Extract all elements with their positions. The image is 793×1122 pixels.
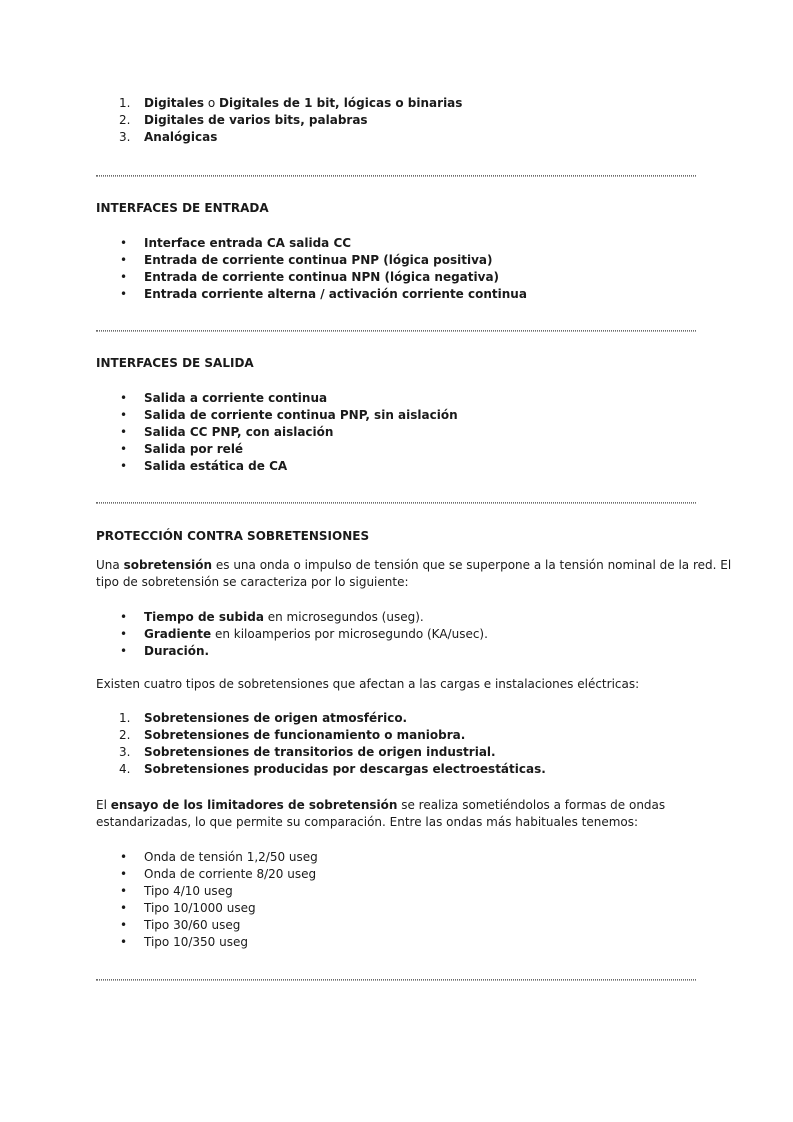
list-item xyxy=(96,424,696,441)
item-text: Salida CC PNP, con aislación xyxy=(144,425,334,439)
bullet: • xyxy=(120,918,128,932)
intro-list xyxy=(96,95,696,146)
item-text: Tipo 10/1000 useg xyxy=(144,901,256,915)
text: tipo de sobretensión se caracteriza por lo siguiente: xyxy=(96,575,409,589)
list-item xyxy=(96,235,696,252)
item-text: Onda de corriente 8/20 useg xyxy=(144,867,317,881)
list-number: 2. xyxy=(119,728,131,742)
paragraph-definition xyxy=(96,557,732,591)
bullet: • xyxy=(120,236,128,250)
list-number: 1. xyxy=(119,96,131,110)
item-text: Digitales xyxy=(144,96,205,110)
text: sobretensión xyxy=(123,558,213,572)
bullet: • xyxy=(120,408,128,422)
list-item xyxy=(96,744,696,761)
list-item xyxy=(96,286,696,303)
item-text: Entrada de corriente continua PNP (lógica positiva) xyxy=(144,253,493,267)
list-item xyxy=(96,710,696,727)
list-item xyxy=(96,112,696,129)
item-text: Tiempo de subida xyxy=(144,610,264,624)
salida-list xyxy=(96,390,696,475)
item-text: Sobretensiones producidas por descargas electroestáticas. xyxy=(144,762,546,776)
list-item xyxy=(96,883,696,900)
list-item xyxy=(96,129,696,146)
text: Una xyxy=(96,558,124,572)
list-item xyxy=(96,900,696,917)
list-item xyxy=(96,849,696,866)
item-text: Tipo 4/10 useg xyxy=(144,884,233,898)
bullet: • xyxy=(120,867,128,881)
paragraph-ensayo xyxy=(96,797,696,831)
item-text: o xyxy=(204,96,219,110)
list-item xyxy=(96,934,696,951)
item-text: Salida estática de CA xyxy=(144,459,288,473)
item-text: Sobretensiones de origen atmosférico. xyxy=(144,711,408,725)
bullet: • xyxy=(120,391,128,405)
bullet: • xyxy=(120,425,128,439)
list-item xyxy=(96,269,696,286)
section-heading-salida: INTERFACES DE SALIDA xyxy=(96,356,254,370)
item-text: Tipo 30/60 useg xyxy=(144,918,241,932)
list-item xyxy=(96,95,696,112)
item-text: Digitales de varios bits, palabras xyxy=(144,113,368,127)
item-text: Sobretensiones de funcionamiento o maniobra. xyxy=(144,728,466,742)
waves-list xyxy=(96,849,696,951)
list-item xyxy=(96,252,696,269)
section-heading-proteccion: PROTECCIÓN CONTRA SOBRETENSIONES xyxy=(96,529,370,543)
bullet: • xyxy=(120,850,128,864)
list-number: 4. xyxy=(119,762,131,776)
entrada-list xyxy=(96,235,696,303)
bullet: • xyxy=(120,270,128,284)
item-text: Duración. xyxy=(144,644,210,658)
item-text: Entrada de corriente continua NPN (lógica negativa) xyxy=(144,270,500,284)
section-divider xyxy=(96,979,696,981)
item-text: Sobretensiones de transitorios de origen industrial. xyxy=(144,745,496,759)
text: se realiza sometiéndolos a formas de ondas xyxy=(397,798,666,812)
text: El xyxy=(96,798,111,812)
list-item xyxy=(96,761,696,778)
list-item xyxy=(96,609,696,626)
bullet: • xyxy=(120,287,128,301)
section-heading-entrada: INTERFACES DE ENTRADA xyxy=(96,201,269,215)
list-item xyxy=(96,626,696,643)
item-text: Entrada corriente alterna / activación corriente continua xyxy=(144,287,527,301)
list-item xyxy=(96,441,696,458)
bullet: • xyxy=(120,901,128,915)
bullet: • xyxy=(120,935,128,949)
section-divider xyxy=(96,330,696,332)
list-number: 3. xyxy=(119,745,131,759)
item-text: Digitales de 1 bit, lógicas o binarias xyxy=(219,96,463,110)
item-text: Onda de tensión 1,2/50 useg xyxy=(144,850,318,864)
paragraph-types-intro: Existen cuatro tipos de sobretensiones que afectan a las cargas e instalaciones eléctricas: xyxy=(96,677,640,691)
section-divider xyxy=(96,502,696,504)
item-text: en microsegundos (useg). xyxy=(263,610,424,624)
text: es una onda o impulso de tensión que se superpone a la tensión nominal de la red. El xyxy=(212,558,732,572)
bullet: • xyxy=(120,253,128,267)
item-text: Salida de corriente continua PNP, sin aislación xyxy=(144,408,458,422)
item-text: Gradiente xyxy=(144,627,212,641)
item-text: Salida a corriente continua xyxy=(144,391,328,405)
list-item xyxy=(96,407,696,424)
item-text: Interface entrada CA salida CC xyxy=(144,236,352,250)
list-item xyxy=(96,390,696,407)
document-content xyxy=(96,95,732,981)
types-list xyxy=(96,710,696,778)
list-item xyxy=(96,727,696,744)
item-text: Tipo 10/350 useg xyxy=(144,935,248,949)
characteristics-list xyxy=(96,609,696,660)
bullet: • xyxy=(120,610,128,624)
bullet: • xyxy=(120,627,128,641)
text: estandarizadas, lo que permite su comparación. Entre las ondas más habituales tenemos: xyxy=(96,815,639,829)
bullet: • xyxy=(120,884,128,898)
item-text: Analógicas xyxy=(144,130,218,144)
list-item xyxy=(96,866,696,883)
bullet: • xyxy=(120,442,128,456)
item-text: en kiloamperios por microsegundo (KA/usec). xyxy=(211,627,488,641)
item-text: Salida por relé xyxy=(144,442,244,456)
list-number: 3. xyxy=(119,130,131,144)
list-item xyxy=(96,458,696,475)
list-number: 2. xyxy=(119,113,131,127)
list-number: 1. xyxy=(119,711,131,725)
bullet: • xyxy=(120,459,128,473)
text: ensayo de los limitadores de sobretensión xyxy=(110,798,398,812)
section-divider xyxy=(96,175,696,177)
list-item xyxy=(96,643,696,660)
list-item xyxy=(96,917,696,934)
bullet: • xyxy=(120,644,128,658)
